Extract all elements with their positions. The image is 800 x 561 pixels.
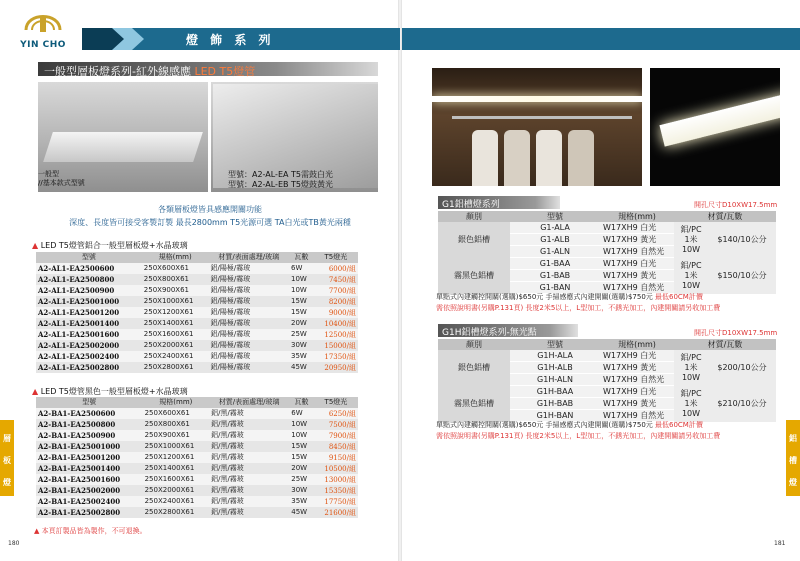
model-cell: A2-BA1-EA25001400	[36, 463, 143, 474]
header-row	[438, 339, 776, 350]
model-cell: A2-AL1-EA2500600	[36, 263, 142, 274]
price-cell: 17750/組	[314, 496, 358, 507]
g1-note2: 需依照說明書(另購P.131頁) 長度2米5以上，L型加工，不銹光加工，內建開關請另收加工費	[436, 304, 721, 312]
g1h-note1-text: 單點式內建觸控開關(選購)$650元 手掃感應式內建開關(選購)$750元	[436, 421, 653, 429]
model-cell: A2-AL1-EA25002400	[36, 351, 142, 362]
g1h-note1-red: 最低60CM計價	[655, 421, 703, 429]
model-cell: A2-AL1-EA25001400	[36, 318, 142, 329]
model-cell: A2-BA1-EA25002800	[36, 507, 143, 518]
product-table-black	[36, 397, 358, 518]
table1-title	[32, 240, 188, 251]
table-row	[36, 507, 358, 518]
spec-cell: W17XH9 白光	[600, 386, 674, 398]
table1-title-text: LED T5燈管鋁合一般型層板燈+水晶玻璃	[40, 241, 188, 250]
model-cell: G1H-ALA	[510, 350, 600, 362]
light-rail	[432, 96, 642, 102]
material-cell: 鋁/黑/霧玻	[209, 507, 289, 518]
price-cell: 10400/組	[314, 318, 358, 329]
column-header: 型號	[36, 252, 142, 263]
price-cell: 7700/組	[314, 285, 358, 296]
side-tab-right-char2: 槽	[789, 456, 797, 465]
product-table-aluminum	[36, 252, 358, 373]
column-header: 規格(mm)	[600, 211, 674, 222]
table-row	[36, 474, 358, 485]
led-strip-glow	[659, 91, 780, 146]
side-tab-left-char1: 層	[3, 434, 11, 443]
material-cell: 鋁/黑/霧玻	[209, 441, 289, 452]
table-row	[36, 463, 358, 474]
model-cell: G1-ALN	[510, 246, 600, 258]
model-cell: A2-AL1-EA2500900	[36, 285, 142, 296]
table-row	[36, 408, 358, 419]
spec-cell: W17XH9 黃光	[600, 270, 674, 282]
wattage-cell: 45W	[289, 507, 314, 518]
table-row	[36, 285, 358, 296]
wattage-cell: 15W	[289, 307, 314, 318]
column-header: 瓦數	[289, 397, 314, 408]
material-cell: 鋁/黑/霧玻	[209, 408, 289, 419]
triangle-icon: ▲	[32, 387, 39, 396]
page-number-right: 181	[774, 540, 786, 547]
feature-caption: 各類層板燈皆具感應開關功能	[158, 205, 262, 214]
price-cell: 20950/組	[314, 362, 358, 373]
size-cell: 250X1400X61	[143, 463, 210, 474]
caption-right-line1: 型號：A2-AL-EA T5需鼓白光	[228, 170, 333, 179]
price-cell: 9150/組	[314, 452, 358, 463]
closet-photo	[432, 68, 642, 186]
material-cell: 鋁/黑/霧玻	[209, 474, 289, 485]
logo-mark-icon	[22, 6, 64, 36]
column-header: 顏別	[438, 211, 510, 222]
size-cell: 250X1000X61	[143, 441, 210, 452]
wattage-cell: 15W	[289, 441, 314, 452]
section-title	[44, 63, 255, 79]
wattage-cell: 10W	[289, 274, 314, 285]
size-cell: 250X800X61	[142, 274, 209, 285]
wattage-cell: 30W	[289, 485, 314, 496]
feature-line: 深度、長度皆可接受客製訂製 最長2800mm T5光源可選 TA白光或TB黃光兩種	[69, 218, 351, 227]
model-cell: A2-BA1-EA25001600	[36, 474, 143, 485]
g1h-note2: 需依照說明書(另購P.131頁) 長度2米5以上，L型加工，不銹光加工，內建開關請另收加工費	[436, 432, 721, 440]
material-cell: 鋁/PC 1米10W	[674, 350, 708, 386]
price-cell: $210/10公分	[708, 386, 776, 422]
size-cell: 250X1200X61	[142, 307, 209, 318]
shirt-image	[472, 130, 498, 186]
material-cell: 鋁/黑/霧玻	[209, 485, 289, 496]
led-strip-photo	[650, 68, 780, 186]
table-row	[36, 496, 358, 507]
spec-cell: W17XH9 白光	[600, 350, 674, 362]
wattage-cell: 35W	[289, 351, 314, 362]
column-header: 型號	[510, 211, 600, 222]
model-cell: A2-BA1-EA25001000	[36, 441, 143, 452]
section-title-text: 一般型層板燈系列-紅外線感應	[44, 65, 191, 78]
table2-title	[32, 386, 188, 397]
page-number-left: 180	[8, 540, 20, 547]
table-row	[36, 263, 358, 274]
table-row	[36, 485, 358, 496]
size-cell: 250X1600X61	[143, 474, 210, 485]
spec-cell: W17XH9 白光	[600, 222, 674, 234]
material-cell: 鋁/黑/霧玻	[209, 430, 289, 441]
table-row	[36, 329, 358, 340]
column-header: 規格(mm)	[142, 252, 209, 263]
model-cell: A2-BA1-EA2500600	[36, 408, 143, 419]
material-cell: 鋁/陽極/霧玻	[209, 362, 289, 373]
model-cell: A2-AL1-EA25001200	[36, 307, 142, 318]
column-header: T5燈光	[314, 397, 358, 408]
price-cell: 17350/組	[314, 351, 358, 362]
side-tab-right	[786, 420, 800, 496]
wattage-cell: 15W	[289, 452, 314, 463]
side-tab-right-char3: 燈	[789, 478, 797, 487]
color-group-cell: 霧黑色鋁槽	[438, 258, 510, 294]
size-cell: 250X1000X61	[142, 296, 209, 307]
g1-note1	[436, 292, 703, 302]
photo-divider	[208, 82, 211, 192]
wattage-cell: 15W	[289, 296, 314, 307]
material-cell: 鋁/陽極/霧玻	[209, 340, 289, 351]
model-cell: G1H-BAN	[510, 410, 600, 422]
model-cell: G1-BAN	[510, 282, 600, 294]
spec-cell: W17XH9 黃光	[600, 362, 674, 374]
price-cell: 6250/組	[314, 408, 358, 419]
size-cell: 250X1400X61	[142, 318, 209, 329]
caption-right	[228, 170, 333, 190]
material-cell: 鋁/陽極/霧玻	[209, 274, 289, 285]
size-cell: 250X600X61	[143, 408, 210, 419]
column-header: 規格(mm)	[143, 397, 210, 408]
caption-right-line2: 型號：A2-AL-EB T5燈鼓黃光	[228, 180, 334, 189]
material-cell: 鋁/黑/霧玻	[209, 452, 289, 463]
header-band-right	[402, 28, 800, 50]
size-cell: 250X2000X61	[142, 340, 209, 351]
column-header: 材質/瓦數	[674, 211, 776, 222]
table-row	[438, 258, 776, 270]
price-cell: 15350/組	[314, 485, 358, 496]
wattage-cell: 35W	[289, 496, 314, 507]
table2-title-text: LED T5燈管黑色一般型層板燈+水晶玻璃	[40, 387, 188, 396]
model-cell: A2-AL1-EA25002800	[36, 362, 142, 373]
g1-table	[438, 211, 776, 294]
color-group-cell: 霧黑色鋁槽	[438, 386, 510, 422]
spec-cell: W17XH9 黃光	[600, 234, 674, 246]
table-row	[36, 296, 358, 307]
model-cell: G1-BAA	[510, 258, 600, 270]
table-row	[36, 419, 358, 430]
price-cell: 12500/組	[314, 329, 358, 340]
wattage-cell: 10W	[289, 285, 314, 296]
table-row	[36, 452, 358, 463]
table-row	[36, 274, 358, 285]
cutout-size-g1: 開孔尺寸D10XW17.5mm	[694, 201, 778, 209]
g1-note1-red: 最低60CM計價	[655, 293, 703, 301]
page-gutter	[398, 0, 402, 561]
table-row	[438, 386, 776, 398]
table-row	[36, 340, 358, 351]
side-tab-right-char1: 鋁	[789, 434, 797, 443]
section-title-g1h: G1H鋁槽燈系列-無光點	[442, 328, 537, 338]
material-cell: 鋁/PC 1米10W	[674, 222, 708, 258]
brand-name: YIN CHO	[20, 40, 66, 50]
shirt-image	[568, 130, 594, 186]
material-cell: 鋁/陽極/霧玻	[209, 318, 289, 329]
left-note: ▲ 本頁訂製品皆為製作，不可退換。	[34, 527, 147, 535]
size-cell: 250X1600X61	[142, 329, 209, 340]
wattage-cell: 45W	[289, 362, 314, 373]
column-header: 材質/瓦數	[674, 339, 776, 350]
model-cell: A2-BA1-EA2500800	[36, 419, 143, 430]
wattage-cell: 30W	[289, 340, 314, 351]
shirt-image	[536, 130, 562, 186]
g1h-table	[438, 339, 776, 422]
side-tab-left-char2: 板	[3, 456, 11, 465]
shirt-image	[504, 130, 530, 186]
spec-cell: W17XH9 自然光	[600, 374, 674, 386]
table-row	[438, 222, 776, 234]
column-header: 顏別	[438, 339, 510, 350]
shelf-image-left	[43, 132, 203, 162]
model-cell: G1H-ALN	[510, 374, 600, 386]
price-cell: 21600/組	[314, 507, 358, 518]
material-cell: 鋁/陽極/霧玻	[209, 307, 289, 318]
spec-cell: W17XH9 自然光	[600, 246, 674, 258]
size-cell: 250X2800X61	[143, 507, 210, 518]
header-arrow-icon	[82, 28, 152, 50]
wattage-cell: 20W	[289, 318, 314, 329]
side-tab-left	[0, 420, 14, 496]
price-cell: $140/10公分	[708, 222, 776, 258]
size-cell: 250X900X61	[143, 430, 210, 441]
column-header: 型號	[510, 339, 600, 350]
price-cell: 7900/組	[314, 430, 358, 441]
model-cell: A2-BA1-EA2500900	[36, 430, 143, 441]
model-cell: A2-AL1-EA2500800	[36, 274, 142, 285]
model-cell: G1-BAB	[510, 270, 600, 282]
column-header: T5燈光	[314, 252, 358, 263]
wattage-cell: 20W	[289, 463, 314, 474]
model-cell: A2-AL1-EA25001600	[36, 329, 142, 340]
material-cell: 鋁/陽極/霧玻	[209, 285, 289, 296]
wattage-cell: 10W	[289, 430, 314, 441]
price-cell: 13000/組	[314, 474, 358, 485]
wattage-cell: 10W	[289, 419, 314, 430]
wattage-cell: 25W	[289, 329, 314, 340]
price-cell: $150/10公分	[708, 258, 776, 294]
wattage-cell: 6W	[289, 408, 314, 419]
spec-cell: W17XH9 自然光	[600, 410, 674, 422]
size-cell: 250X600X61	[142, 263, 209, 274]
material-cell: 鋁/黑/霧玻	[209, 496, 289, 507]
column-header: 規格(mm)	[600, 339, 674, 350]
cutout-size-g1h: 開孔尺寸D10XW17.5mm	[694, 329, 778, 337]
table-row	[36, 362, 358, 373]
caption-left	[38, 170, 85, 188]
material-cell: 鋁/陽極/霧玻	[209, 351, 289, 362]
material-cell: 鋁/陽極/霧玻	[209, 329, 289, 340]
model-cell: A2-AL1-EA25001000	[36, 296, 142, 307]
price-cell: 7500/組	[314, 419, 358, 430]
table-row	[36, 318, 358, 329]
spec-cell: W17XH9 黃光	[600, 398, 674, 410]
section-title-g1: G1鋁槽燈系列	[442, 200, 500, 210]
column-header: 瓦數	[289, 252, 314, 263]
size-cell: 250X900X61	[142, 285, 209, 296]
model-cell: G1H-ALB	[510, 362, 600, 374]
price-cell: 8200/組	[314, 296, 358, 307]
price-cell: $200/10公分	[708, 350, 776, 386]
wattage-cell: 25W	[289, 474, 314, 485]
material-cell: 鋁/PC 1米10W	[674, 258, 708, 294]
material-cell: 鋁/黑/霧玻	[209, 419, 289, 430]
caption-left-line2: //基本款式型號	[38, 179, 85, 187]
yincho-logo	[12, 6, 74, 54]
model-cell: A2-BA1-EA25001200	[36, 452, 143, 463]
table-row	[36, 307, 358, 318]
price-cell: 8450/組	[314, 441, 358, 452]
table-row	[438, 350, 776, 362]
price-cell: 9000/組	[314, 307, 358, 318]
model-cell: A2-AL1-EA25002000	[36, 340, 142, 351]
column-header: 材質/表面處理/玻璃	[209, 397, 289, 408]
color-group-cell: 銀色鋁槽	[438, 350, 510, 386]
material-cell: 鋁/陽極/霧玻	[209, 263, 289, 274]
size-cell: 250X2400X61	[142, 351, 209, 362]
color-group-cell: 銀色鋁槽	[438, 222, 510, 258]
header-row	[438, 211, 776, 222]
model-cell: G1-ALB	[510, 234, 600, 246]
price-cell: 6000/組	[314, 263, 358, 274]
model-cell: A2-BA1-EA25002400	[36, 496, 143, 507]
g1h-note1	[436, 420, 703, 430]
model-cell: G1H-BAB	[510, 398, 600, 410]
section-title-highlight: LED T5燈管	[194, 65, 256, 78]
page-title: 燈 飾 系 列	[186, 33, 275, 47]
table-row	[36, 441, 358, 452]
wattage-cell: 6W	[289, 263, 314, 274]
price-cell: 7450/組	[314, 274, 358, 285]
caption-left-line1: 一般型	[38, 170, 59, 178]
size-cell: 250X2000X61	[143, 485, 210, 496]
table-row	[36, 430, 358, 441]
model-cell: G1-ALA	[510, 222, 600, 234]
spec-cell: W17XH9 白光	[600, 258, 674, 270]
size-cell: 250X800X61	[143, 419, 210, 430]
size-cell: 250X2400X61	[143, 496, 210, 507]
material-cell: 鋁/PC 1米10W	[674, 386, 708, 422]
price-cell: 10500/組	[314, 463, 358, 474]
model-cell: G1H-BAA	[510, 386, 600, 398]
model-cell: A2-BA1-EA25002000	[36, 485, 143, 496]
side-tab-left-char3: 燈	[3, 478, 11, 487]
column-header: 材質/表面處理/玻璃	[209, 252, 289, 263]
size-cell: 250X2800X61	[142, 362, 209, 373]
price-cell: 15000/組	[314, 340, 358, 351]
material-cell: 鋁/陽極/霧玻	[209, 296, 289, 307]
spec-cell: W17XH9 自然光	[600, 282, 674, 294]
size-cell: 250X1200X61	[143, 452, 210, 463]
table-row	[36, 351, 358, 362]
column-header: 型號	[36, 397, 143, 408]
material-cell: 鋁/黑/霧玻	[209, 463, 289, 474]
g1-note1-text: 單點式內建觸控開關(選購)$650元 手掃感應式內建開關(選購)$750元	[436, 293, 653, 301]
triangle-icon: ▲	[32, 241, 39, 250]
closet-rod	[452, 116, 632, 119]
